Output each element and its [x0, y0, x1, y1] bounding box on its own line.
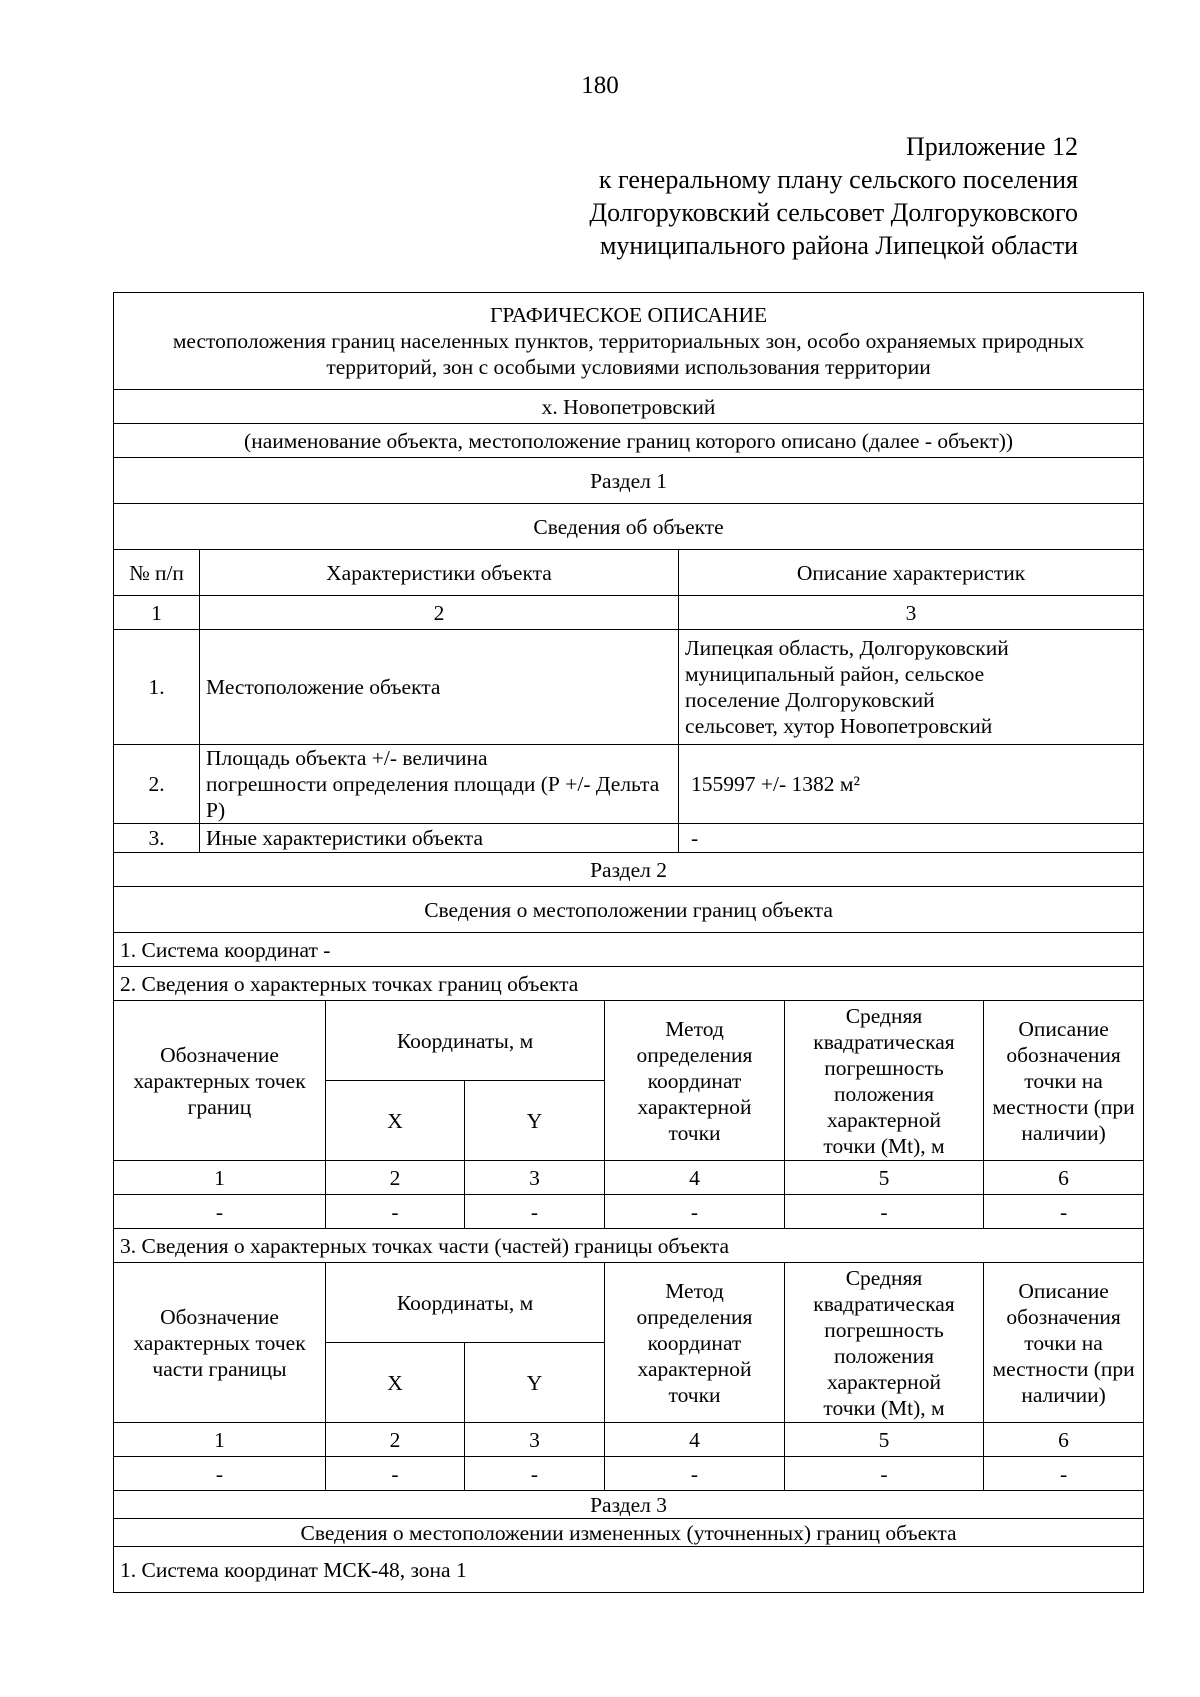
table-row [114, 630, 1144, 745]
parts-title: 3. Сведения о характерных точках части (частей) границы объекта [114, 1229, 1144, 1263]
col-number: 3 [465, 1161, 605, 1195]
description-line: поселение Долгоруковский [685, 688, 935, 712]
table-row [114, 1195, 1144, 1229]
cell-empty: - [465, 1195, 605, 1229]
header-coordinates: Координаты, м [326, 1263, 605, 1343]
characteristic-line: Площадь объекта +/- величина [206, 746, 488, 770]
appendix-header [438, 130, 1078, 262]
row-description: - [679, 824, 1144, 853]
doc-subtitle: территорий, зон с особыми условиями использования территории [326, 355, 931, 379]
col-number: 5 [785, 1423, 984, 1457]
header-part-point-designation: Обозначение характерных точек части границы [114, 1263, 326, 1423]
appendix-line: муниципального района Липецкой области [599, 231, 1078, 260]
col-number: 2 [326, 1161, 465, 1195]
col-number: 1 [114, 1161, 326, 1195]
section3-coord-system: 1. Система координат МСК-48, зона 1 [114, 1547, 1144, 1593]
points-col-numbers [114, 1161, 1144, 1195]
table-row [114, 1457, 1144, 1491]
header-number: № п/п [114, 550, 200, 596]
header-point-description: Описание обозначения точки на местности (при наличии) [984, 1263, 1144, 1423]
row-description [679, 630, 1144, 745]
col-number: 3 [465, 1423, 605, 1457]
doc-title: ГРАФИЧЕСКОЕ ОПИСАНИЕ [489, 303, 768, 327]
description-line: сельсовет, хутор Новопетровский [685, 714, 993, 738]
table-row [114, 745, 1144, 824]
header-coordinates: Координаты, м [326, 1001, 605, 1081]
header-description: Описание характеристик [679, 550, 1144, 596]
col-number: 1 [114, 596, 200, 630]
section2-subtitle: Сведения о местоположении границ объекта [114, 887, 1144, 933]
characteristic-line: погрешности определения площади (Р +/- Дельта Р) [206, 772, 660, 822]
cell-empty: - [114, 1195, 326, 1229]
header-point-description: Описание обозначения точки на местности (при наличии) [984, 1001, 1144, 1161]
row-number: 1. [114, 630, 200, 745]
parts-header-row [114, 1263, 1144, 1343]
cell-empty: - [326, 1195, 465, 1229]
cell-empty: - [114, 1457, 326, 1491]
col-number: 4 [605, 1161, 785, 1195]
table-row [114, 824, 1144, 853]
header-error: Средняя квадратическая погрешность положения характерной точки (Mt), м [785, 1263, 984, 1423]
points-title: 2. Сведения о характерных точках границ объекта [114, 967, 1144, 1001]
header-y: Y [465, 1343, 605, 1423]
row-characteristic [200, 745, 679, 824]
section3-subtitle: Сведения о местоположении измененных (уточненных) границ объекта [114, 1519, 1144, 1547]
col-number: 4 [605, 1423, 785, 1457]
object-name: х. Новопетровский [114, 390, 1144, 424]
row-characteristic: Иные характеристики объекта [200, 824, 679, 853]
appendix-line: Долгоруковский сельсовет Долгоруковского [589, 198, 1078, 227]
description-line: муниципальный район, сельское [685, 662, 985, 686]
header-point-designation: Обозначение характерных точек границ [114, 1001, 326, 1161]
doc-subtitle: местоположения границ населенных пунктов, территориальных зон, особо охраняемых природных [172, 329, 1085, 353]
section3-title: Раздел 3 [114, 1491, 1144, 1519]
col-number: 5 [785, 1161, 984, 1195]
col-number: 2 [200, 596, 679, 630]
cell-empty: - [605, 1457, 785, 1491]
header-method: Метод определения координат характерной точки [605, 1263, 785, 1423]
object-caption: (наименование объекта, местоположение границ которого описано (далее - объект)) [114, 424, 1144, 458]
header-y: Y [465, 1081, 605, 1161]
points-header-row [114, 1001, 1144, 1081]
col-number: 3 [679, 596, 1144, 630]
section1-col-numbers [114, 596, 1144, 630]
row-description: 155997 +/- 1382 м² [679, 745, 1144, 824]
col-number: 1 [114, 1423, 326, 1457]
cell-empty: - [785, 1457, 984, 1491]
col-number: 6 [984, 1423, 1144, 1457]
row-number: 2. [114, 745, 200, 824]
cell-empty: - [605, 1195, 785, 1229]
section1-title: Раздел 1 [114, 458, 1144, 504]
doc-title-row [114, 293, 1144, 390]
header-method: Метод определения координат характерной точки [605, 1001, 785, 1161]
col-number: 2 [326, 1423, 465, 1457]
graphic-description-table [113, 292, 1144, 1593]
cell-empty: - [984, 1195, 1144, 1229]
header-x: X [326, 1343, 465, 1423]
row-number: 3. [114, 824, 200, 853]
col-number: 6 [984, 1161, 1144, 1195]
description-line: Липецкая область, Долгоруковский [685, 636, 1009, 660]
appendix-line: Приложение 12 [905, 132, 1078, 161]
parts-col-numbers [114, 1423, 1144, 1457]
header-characteristic: Характеристики объекта [200, 550, 679, 596]
section1-header-row [114, 550, 1144, 596]
appendix-line: к генеральному плану сельского поселения [598, 165, 1078, 194]
cell-empty: - [785, 1195, 984, 1229]
section2-title: Раздел 2 [114, 853, 1144, 887]
row-characteristic: Местоположение объекта [200, 630, 679, 745]
section1-subtitle: Сведения об объекте [114, 504, 1144, 550]
coord-system: 1. Система координат - [114, 933, 1144, 967]
header-error: Средняя квадратическая погрешность положения характерной точки (Mt), м [785, 1001, 984, 1161]
cell-empty: - [984, 1457, 1144, 1491]
header-x: X [326, 1081, 465, 1161]
cell-empty: - [326, 1457, 465, 1491]
cell-empty: - [465, 1457, 605, 1491]
page-number: 180 [581, 72, 619, 99]
